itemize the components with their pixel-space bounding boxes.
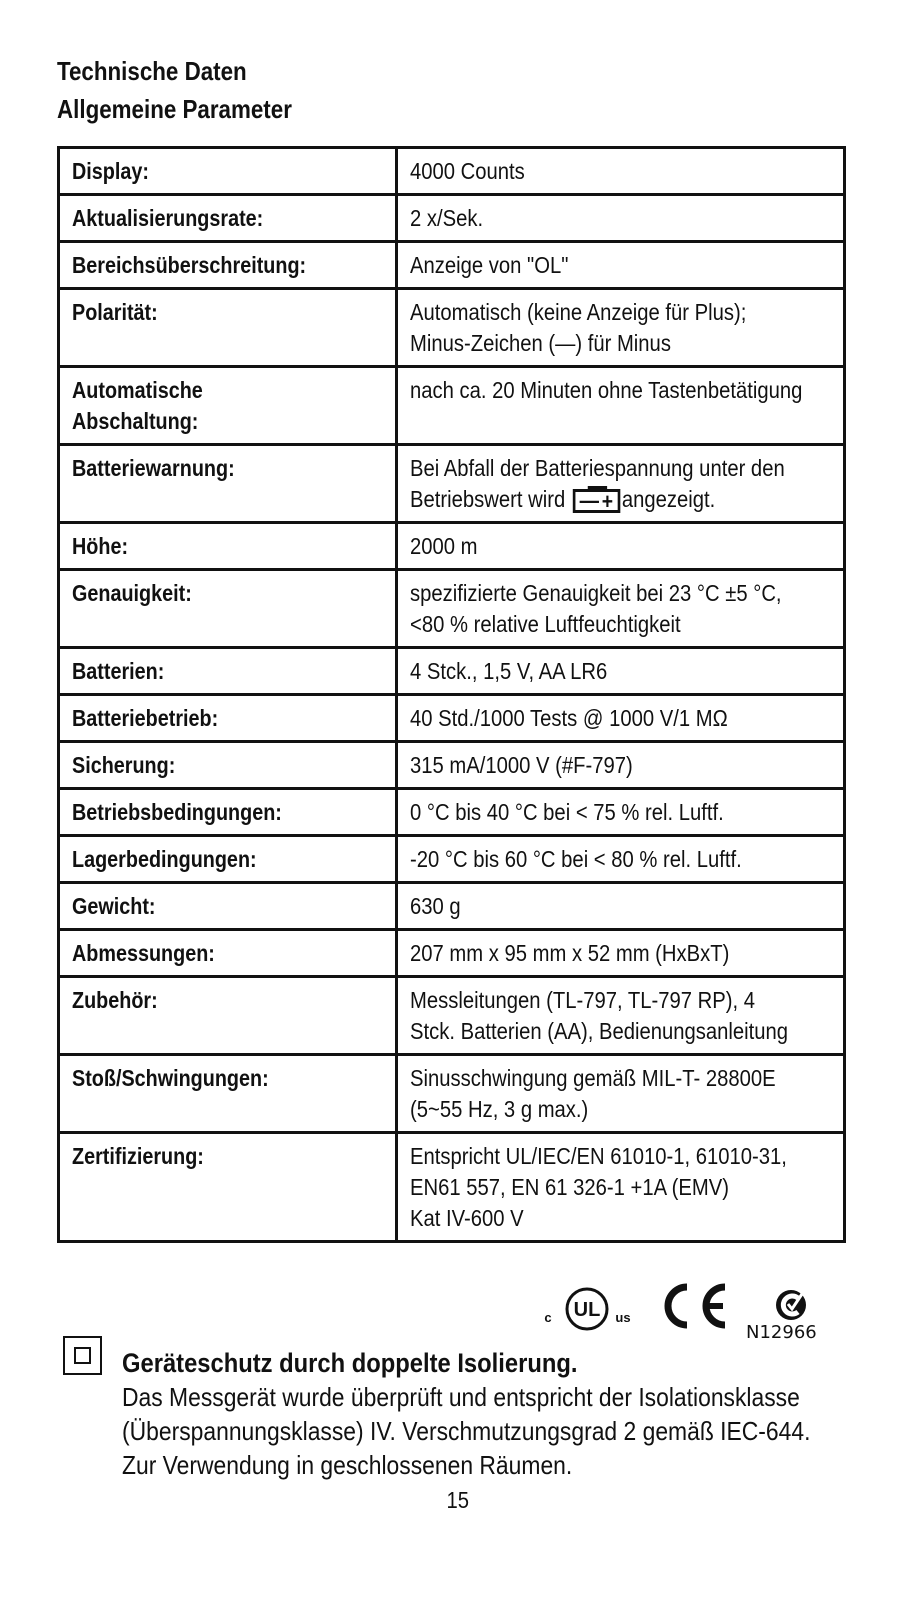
spec-value-cell [397,148,845,195]
spec-value: spezifizierte Genauigkeit bei 23 °C ±5 °C, [410,580,782,606]
spec-value: 315 mA/1000 V (#F-797) [410,752,633,778]
spec-value: 4000 Counts [410,158,525,184]
spec-label-cell [59,836,397,883]
spec-value: angezeigt. [621,486,716,512]
spec-row [59,977,845,1055]
spec-value-cell [397,523,845,570]
spec-value: Anzeige von "OL" [410,252,569,278]
insulation-line: (Überspannungsklasse) IV. Verschmutzungsgrad 2 gemäß IEC-644. [122,1416,811,1446]
spec-label-cell [59,742,397,789]
spec-row [59,836,845,883]
spec-label-cell [59,1055,397,1133]
spec-value-cell [397,445,845,523]
spec-value-cell [397,570,845,648]
spec-label-cell [59,289,397,367]
spec-value: Automatisch (keine Anzeige für Plus); [410,299,747,325]
spec-label-cell [59,930,397,977]
heading-title: Technische Daten [57,56,247,86]
spec-value: Messleitungen (TL-797, TL-797 RP), 4 [410,987,756,1013]
spec-value-cell [397,977,845,1055]
spec-value: 2 x/Sek. [410,205,484,231]
spec-label: Abschaltung: [72,408,199,434]
spec-value: 630 g [410,893,461,919]
spec-label: Genauigkeit: [72,580,192,606]
spec-label: Batterien: [72,658,165,684]
insulation-title: Geräteschutz durch doppelte Isolierung. [122,1348,578,1378]
spec-value-cell [397,367,845,445]
spec-value-cell [397,883,845,930]
spec-label: Polarität: [72,299,158,325]
spec-label-cell [59,523,397,570]
spec-value: 4 Stck., 1,5 V, AA LR6 [410,658,608,684]
spec-value: 40 Std./1000 Tests @ 1000 V/1 MΩ [410,705,728,731]
spec-label-cell [59,367,397,445]
insulation-line: Zur Verwendung in geschlossenen Räumen. [122,1450,573,1480]
spec-value: 2000 m [410,533,478,559]
spec-label-cell [59,789,397,836]
spec-row [59,1055,845,1133]
spec-row [59,1133,845,1242]
spec-value: Kat IV-600 V [410,1205,524,1231]
spec-label: Zubehör: [72,987,158,1013]
spec-row [59,523,845,570]
ul-listing-icon [540,1284,635,1334]
heading-subtitle: Allgemeine Parameter [57,94,292,124]
page-number: 15 [446,1487,469,1513]
spec-value-cell [397,648,845,695]
spec-row [59,930,845,977]
spec-row [59,148,845,195]
spec-row [59,570,845,648]
spec-value: nach ca. 20 Minuten ohne Tastenbetätigung [410,377,803,403]
spec-row [59,648,845,695]
insulation-line: Das Messgerät wurde überprüft und entspricht der Isolationsklasse [122,1382,800,1412]
spec-label-cell [59,148,397,195]
spec-value: EN61 557, EN 61 326-1 +1A (EMV) [410,1174,729,1200]
spec-row [59,695,845,742]
spec-value-cell [397,695,845,742]
spec-value-cell [397,836,845,883]
spec-row [59,367,845,445]
spec-label: Gewicht: [72,893,156,919]
spec-value-cell [397,195,845,242]
spec-value: Stck. Batterien (AA), Bedienungsanleitung [410,1018,789,1044]
spec-label: Zertifizierung: [72,1143,204,1169]
spec-label-cell [59,195,397,242]
spec-label-cell [59,648,397,695]
spec-label: Betriebsbedingungen: [72,799,282,825]
svg-text:UL: UL [573,1299,601,1321]
spec-label: Automatische [72,377,203,403]
spec-label-cell [59,977,397,1055]
spec-row [59,242,845,289]
spec-row [59,742,845,789]
insulation-note [122,1346,882,1482]
spec-label: Display: [72,158,149,184]
spec-value: 207 mm x 95 mm x 52 mm (HxBxT) [410,940,730,966]
spec-label: Batteriebetrieb: [72,705,219,731]
spec-label-cell [59,242,397,289]
spec-label: Abmessungen: [72,940,215,966]
spec-value: Minus-Zeichen (—) für Minus [410,330,671,356]
spec-value: Betriebswert wird [410,486,566,512]
certification-number: N12966 [746,1322,817,1343]
c-tick-icon [774,1288,808,1322]
spec-value-cell [397,1133,845,1242]
spec-value-cell [397,242,845,289]
spec-value: <80 % relative Luftfeuchtigkeit [410,611,681,637]
spec-row [59,289,845,367]
spec-value-cell [397,289,845,367]
spec-label: Stoß/Schwingungen: [72,1065,269,1091]
spec-value-cell [397,742,845,789]
certification-marks [540,1282,840,1342]
spec-value: 0 °C bis 40 °C bei < 75 % rel. Luftf. [410,799,724,825]
ce-mark-icon [657,1282,729,1330]
spec-label-cell [59,695,397,742]
double-insulation-icon [63,1336,102,1375]
spec-row [59,883,845,930]
spec-value-cell [397,789,845,836]
spec-value: Bei Abfall der Batteriespannung unter den [410,455,785,481]
spec-value-cell [397,1055,845,1133]
spec-label: Bereichsüberschreitung: [72,252,307,278]
battery-icon [573,489,621,513]
spec-value: Sinusschwingung gemäß MIL-T- 28800E [410,1065,776,1091]
spec-label-cell [59,883,397,930]
spec-value: (5~55 Hz, 3 g max.) [410,1096,589,1122]
spec-value: -20 °C bis 60 °C bei < 80 % rel. Luftf. [410,846,742,872]
spec-label: Aktualisierungsrate: [72,205,264,231]
spec-label: Sicherung: [72,752,176,778]
spec-label: Batteriewarnung: [72,455,235,481]
svg-text:us: us [615,1310,631,1325]
spec-value-cell [397,930,845,977]
spec-label-cell [59,445,397,523]
spec-row [59,789,845,836]
spec-label: Höhe: [72,533,129,559]
spec-row [59,445,845,523]
spec-value: Entspricht UL/IEC/EN 61010-1, 61010-31, [410,1143,787,1169]
spec-label-cell [59,1133,397,1242]
spec-row [59,195,845,242]
spec-table [57,146,846,1243]
spec-label-cell [59,570,397,648]
svg-text:c: c [544,1310,552,1325]
page-heading [57,52,292,128]
spec-label: Lagerbedingungen: [72,846,257,872]
